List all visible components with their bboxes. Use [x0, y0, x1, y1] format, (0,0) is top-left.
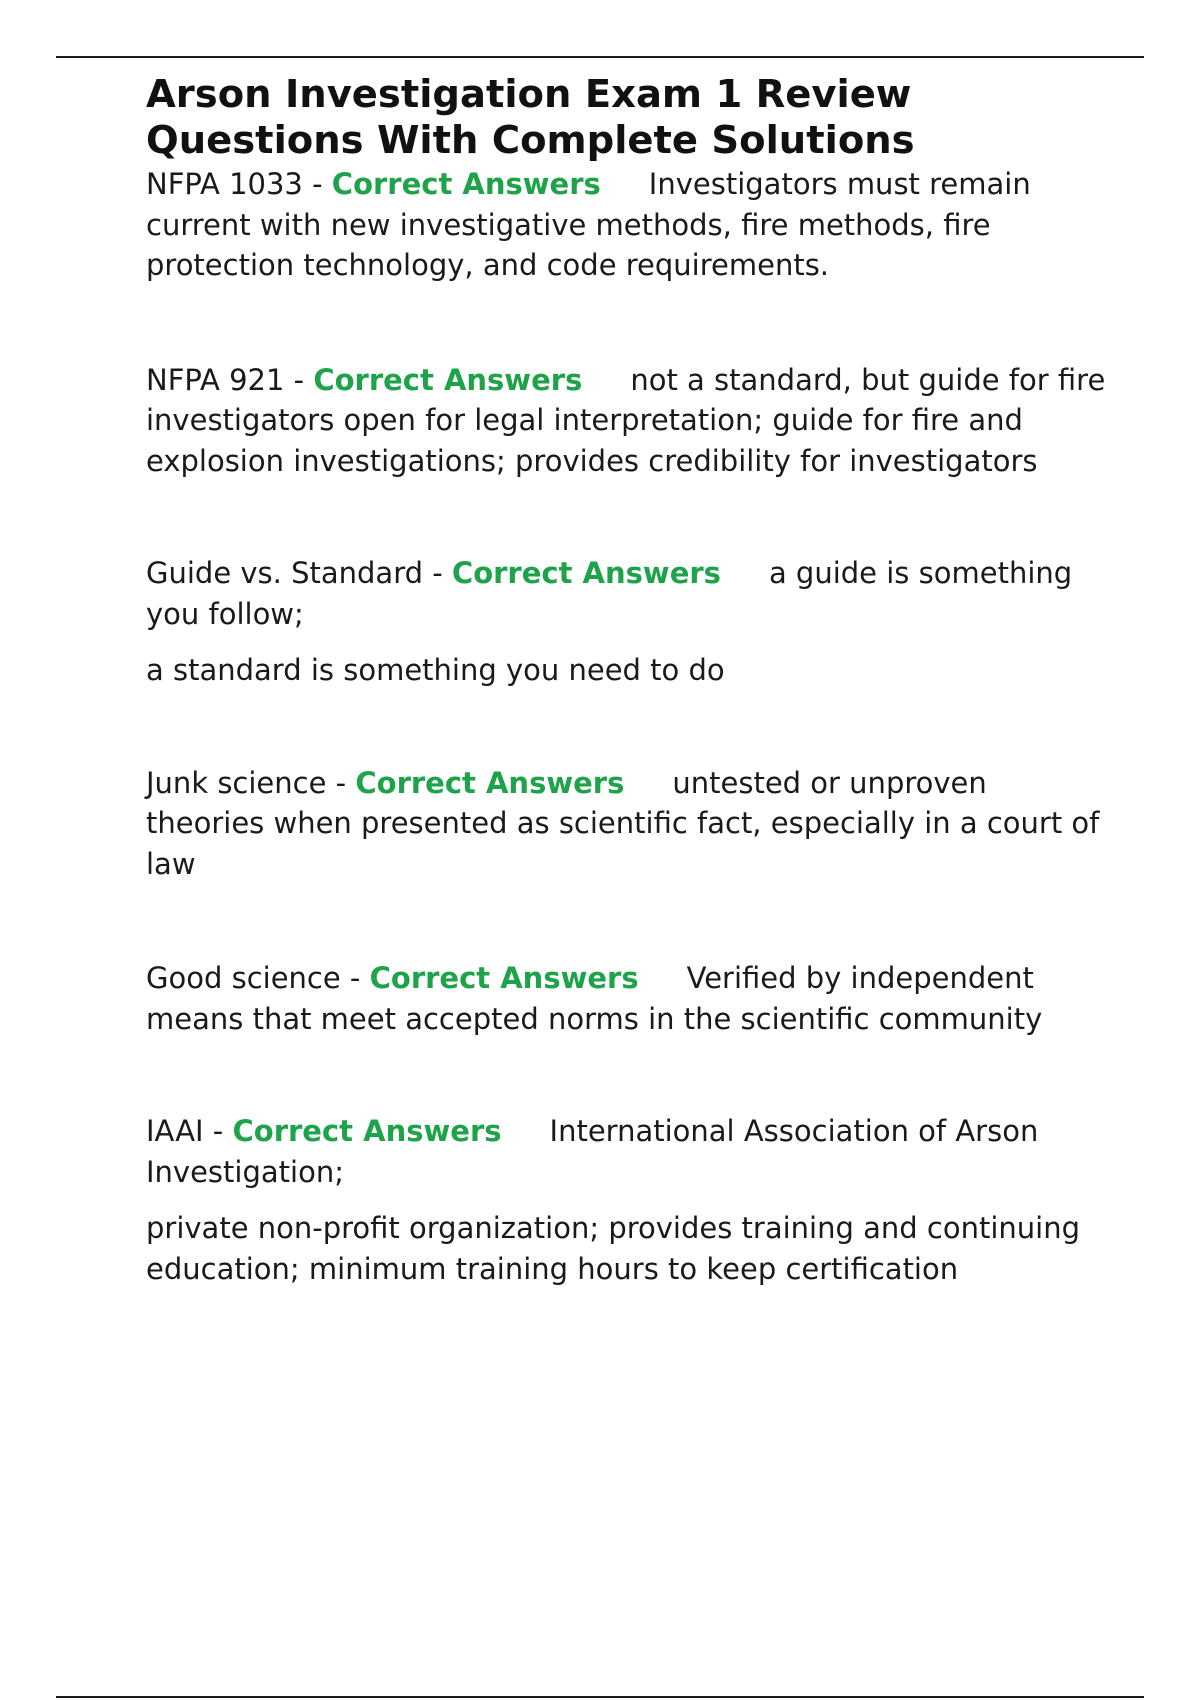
qa-entry: [146, 958, 1106, 1039]
entry-line: IAAI - Correct Answers International Association of Arson Investigation;: [146, 1114, 1039, 1189]
document-body: [146, 72, 1106, 1289]
entry-line: Guide vs. Standard - Correct Answers a guide is something you follow;: [146, 556, 1073, 631]
entry-term: NFPA 921: [146, 362, 285, 397]
entry-term: NFPA 1033: [146, 167, 303, 201]
bottom-rule: [56, 1696, 1144, 1698]
qa-entry: [146, 360, 1106, 482]
entry-line: NFPA 921 - Correct Answers not a standard, but guide for fire investigators open for legal interpretation; guide for fire and explosion investigations; provides credibility for investigators: [146, 362, 1106, 478]
entry-definition: not a standard, but guide for fire investigators open for legal interpretation; guide for fire and explosion investigations; provides credibility for investigators: [146, 362, 1106, 478]
entry-term: IAAI: [146, 1114, 204, 1148]
entry-extra: a standard is something you need to do: [146, 653, 725, 687]
entry-definition: Verified by independent means that meet accepted norms in the scientific community: [146, 961, 1043, 1036]
entry-line: Junk science - Correct Answers untested or unproven theories when presented as scientific fact, especially in a court of law: [146, 765, 1100, 881]
qa-entry: [146, 1111, 1106, 1289]
entry-extra: private non-profit organization; provides training and continuing education; minimum training hours to keep certification: [146, 1211, 1080, 1286]
top-rule: [56, 56, 1144, 58]
entry-term: Good science: [146, 961, 341, 995]
entry-term: Guide vs. Standard: [146, 556, 424, 590]
correct-answers-label: Correct Answers: [232, 1114, 502, 1148]
entry-definition: a guide is something you follow;: [146, 556, 1073, 631]
entry-definition: International Association of Arson Investigation;: [146, 1114, 1039, 1189]
qa-entry: [146, 763, 1106, 885]
document-title: Arson Investigation Exam 1 Review Questions With Complete Solutions: [146, 72, 915, 163]
entry-line: Good science - Correct Answers Verified by independent means that meet accepted norms in the scientific community: [146, 961, 1043, 1036]
correct-answers-label: Correct Answers: [313, 362, 583, 397]
entry-definition: untested or unproven theories when presented as scientific fact, especially in a court of law: [146, 765, 1100, 881]
correct-answers-label: Correct Answers: [451, 556, 721, 590]
entry-definition: Investigators must remain current with new investigative methods, fire methods, fire protection technology, and code requirements.: [146, 167, 1031, 282]
qa-entry: [146, 553, 1106, 691]
correct-answers-label: Correct Answers: [331, 167, 601, 201]
entry-line: NFPA 1033 - Correct Answers Investigators must remain current with new investigative methods, fire methods, fire protection technology, and code requirements.: [146, 167, 1031, 282]
correct-answers-label: Correct Answers: [369, 961, 639, 995]
qa-entry: [146, 164, 1106, 286]
entry-term: Junk science: [146, 765, 327, 800]
correct-answers-label: Correct Answers: [355, 765, 625, 800]
